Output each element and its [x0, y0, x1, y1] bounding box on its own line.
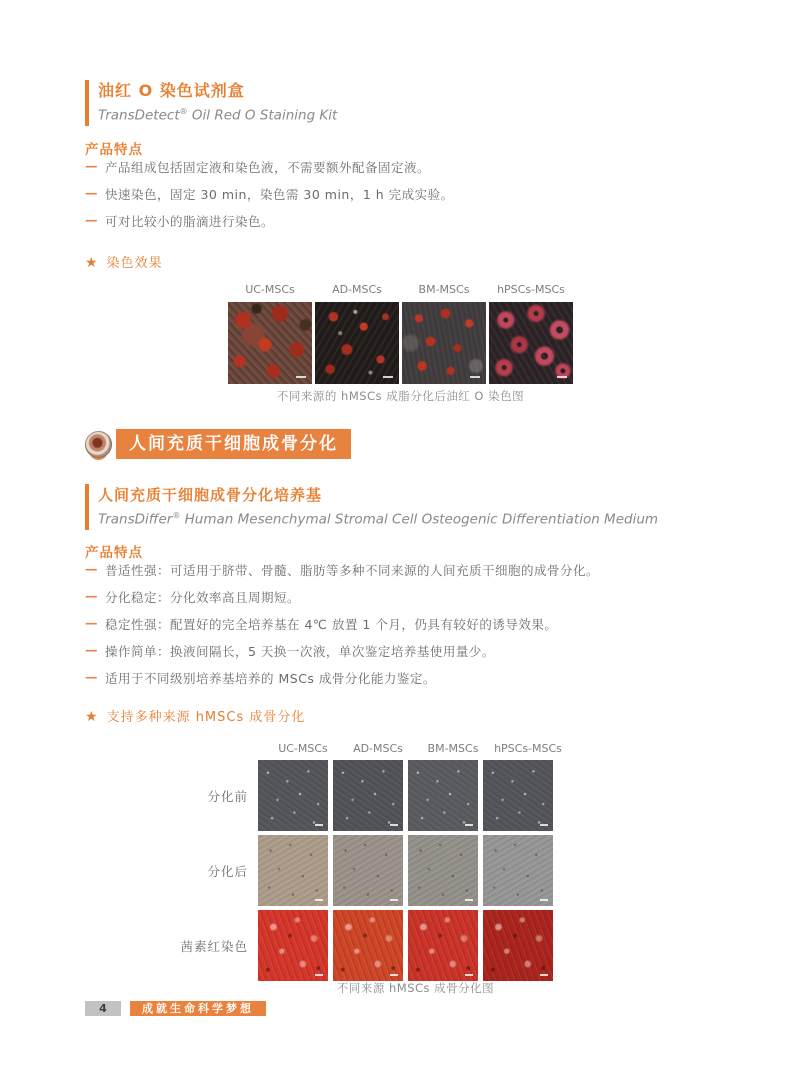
title-accent-bar [85, 484, 89, 530]
product1-title-block [85, 80, 337, 126]
column-label: UC-MSCs [278, 742, 328, 755]
column-label: AD-MSCs [332, 283, 382, 296]
feature-text: 稳定性强：配置好的完全培养基在 4℃ 放置 1 个月，仍具有较好的诱导效果。 [105, 617, 558, 632]
grid-row-pre [85, 760, 553, 831]
section-heading-text: 支持多种来源 hMSCs 成骨分化 [106, 710, 306, 725]
page-footer [85, 1001, 266, 1016]
micrograph-alizarin-uc-mscs [258, 910, 328, 981]
dash-bullet: — [85, 561, 98, 576]
micrograph-post-bm-mscs [408, 835, 478, 906]
micrograph-pre-uc-mscs [258, 760, 328, 831]
product2-title-block [85, 484, 658, 530]
column-label: hPSCs-MSCs [494, 742, 562, 755]
product1-effect-heading [85, 252, 163, 271]
feature-text: 可对比较小的脂滴进行染色。 [105, 214, 275, 229]
product2-features-list [85, 561, 599, 696]
product2-features-heading: 产品特点 [85, 545, 143, 561]
feature-text: 产品组成包括固定液和染色液，不需要额外配备固定液。 [105, 160, 431, 175]
section-banner [85, 429, 351, 459]
row-label: 分化后 [207, 863, 248, 879]
column-label: hPSCs-MSCs [497, 283, 565, 296]
feature-item [85, 561, 599, 588]
micrograph-oilred-hpscs-mscs [489, 302, 573, 384]
feature-item [85, 185, 454, 212]
micrograph-alizarin-hpscs-mscs [483, 910, 553, 981]
micrograph-oilred-bm-mscs [402, 302, 486, 384]
feature-text: 操作简单：换液间隔长，5 天换一次液，单次鉴定培养基使用量少。 [105, 644, 495, 659]
micrograph-pre-hpscs-mscs [483, 760, 553, 831]
star-icon: ★ [85, 709, 99, 725]
feature-text: 普适性强：可适用于脐带、骨髓、脂肪等多种不同来源的人间充质干细胞的成骨分化。 [105, 563, 600, 578]
column-label: UC-MSCs [245, 283, 295, 296]
micrograph-oilred-uc-mscs [228, 302, 312, 384]
dash-bullet: — [85, 588, 98, 603]
product2-section-heading [85, 706, 305, 725]
feature-item [85, 158, 454, 185]
row-label: 茜素红染色 [180, 938, 248, 954]
product1-title-cn: 油红 O 染色试剂盒 [98, 81, 245, 100]
page-number: 4 [85, 1001, 121, 1016]
micrograph-alizarin-ad-mscs [333, 910, 403, 981]
grid-row-post [85, 835, 553, 906]
cell-photo-icon [85, 431, 112, 458]
brand-name: TransDetect [98, 107, 180, 124]
dash-bullet: — [85, 185, 98, 200]
product2-title-cn: 人间充质干细胞成骨分化培养基 [98, 486, 323, 504]
feature-item [85, 669, 599, 696]
column-label: BM-MSCs [418, 283, 470, 296]
footer-slogan: 成就生命科学梦想 [130, 1001, 266, 1016]
registered-mark: ® [179, 107, 188, 116]
micrograph-post-hpscs-mscs [483, 835, 553, 906]
feature-item [85, 642, 599, 669]
strip1-images [228, 302, 573, 384]
feature-text: 适用于不同级别培养基培养的 MSCs 成骨分化能力鉴定。 [105, 671, 436, 686]
feature-item [85, 212, 454, 239]
dash-bullet: — [85, 669, 98, 684]
micrograph-alizarin-bm-mscs [408, 910, 478, 981]
micrograph-post-ad-mscs [333, 835, 403, 906]
strip1-caption: 不同来源的 hMSCs 成脂分化后油红 O 染色图 [276, 389, 525, 403]
differentiation-grid [85, 760, 553, 981]
grid-column-labels [268, 742, 563, 755]
brand-name: TransDiffer [98, 511, 173, 528]
product2-title-en-rest: Human Mesenchymal Stromal Cell Osteogenic Differentiation Medium [180, 511, 659, 528]
grid-row-alizarin [85, 910, 553, 981]
grid-caption: 不同来源 hMSCs 成骨分化图 [336, 981, 495, 995]
column-label: BM-MSCs [427, 742, 479, 755]
product1-features-list [85, 158, 454, 239]
registered-mark: ® [172, 511, 181, 520]
dash-bullet: — [85, 642, 98, 657]
title-accent-bar [85, 80, 89, 126]
effect-heading-text: 染色效果 [106, 256, 163, 271]
strip1-column-labels [228, 283, 573, 296]
product1-features-heading: 产品特点 [85, 142, 143, 158]
micrograph-post-uc-mscs [258, 835, 328, 906]
column-label: AD-MSCs [353, 742, 403, 755]
section-banner-label: 人间充质干细胞成骨分化 [116, 429, 351, 459]
product1-title-en-rest: Oil Red O Staining Kit [187, 107, 338, 124]
micrograph-oilred-ad-mscs [315, 302, 399, 384]
dash-bullet: — [85, 615, 98, 630]
row-label: 分化前 [207, 788, 248, 804]
feature-item [85, 615, 599, 642]
product1-title-en [98, 102, 337, 126]
feature-item [85, 588, 599, 615]
dash-bullet: — [85, 158, 98, 173]
dash-bullet: — [85, 212, 98, 227]
feature-text: 分化稳定：分化效率高且周期短。 [105, 590, 301, 605]
micrograph-pre-bm-mscs [408, 760, 478, 831]
micrograph-pre-ad-mscs [333, 760, 403, 831]
feature-text: 快速染色，固定 30 min，染色需 30 min，1 h 完成实验。 [105, 187, 454, 202]
star-icon: ★ [85, 255, 99, 271]
product2-title-en [98, 506, 658, 530]
